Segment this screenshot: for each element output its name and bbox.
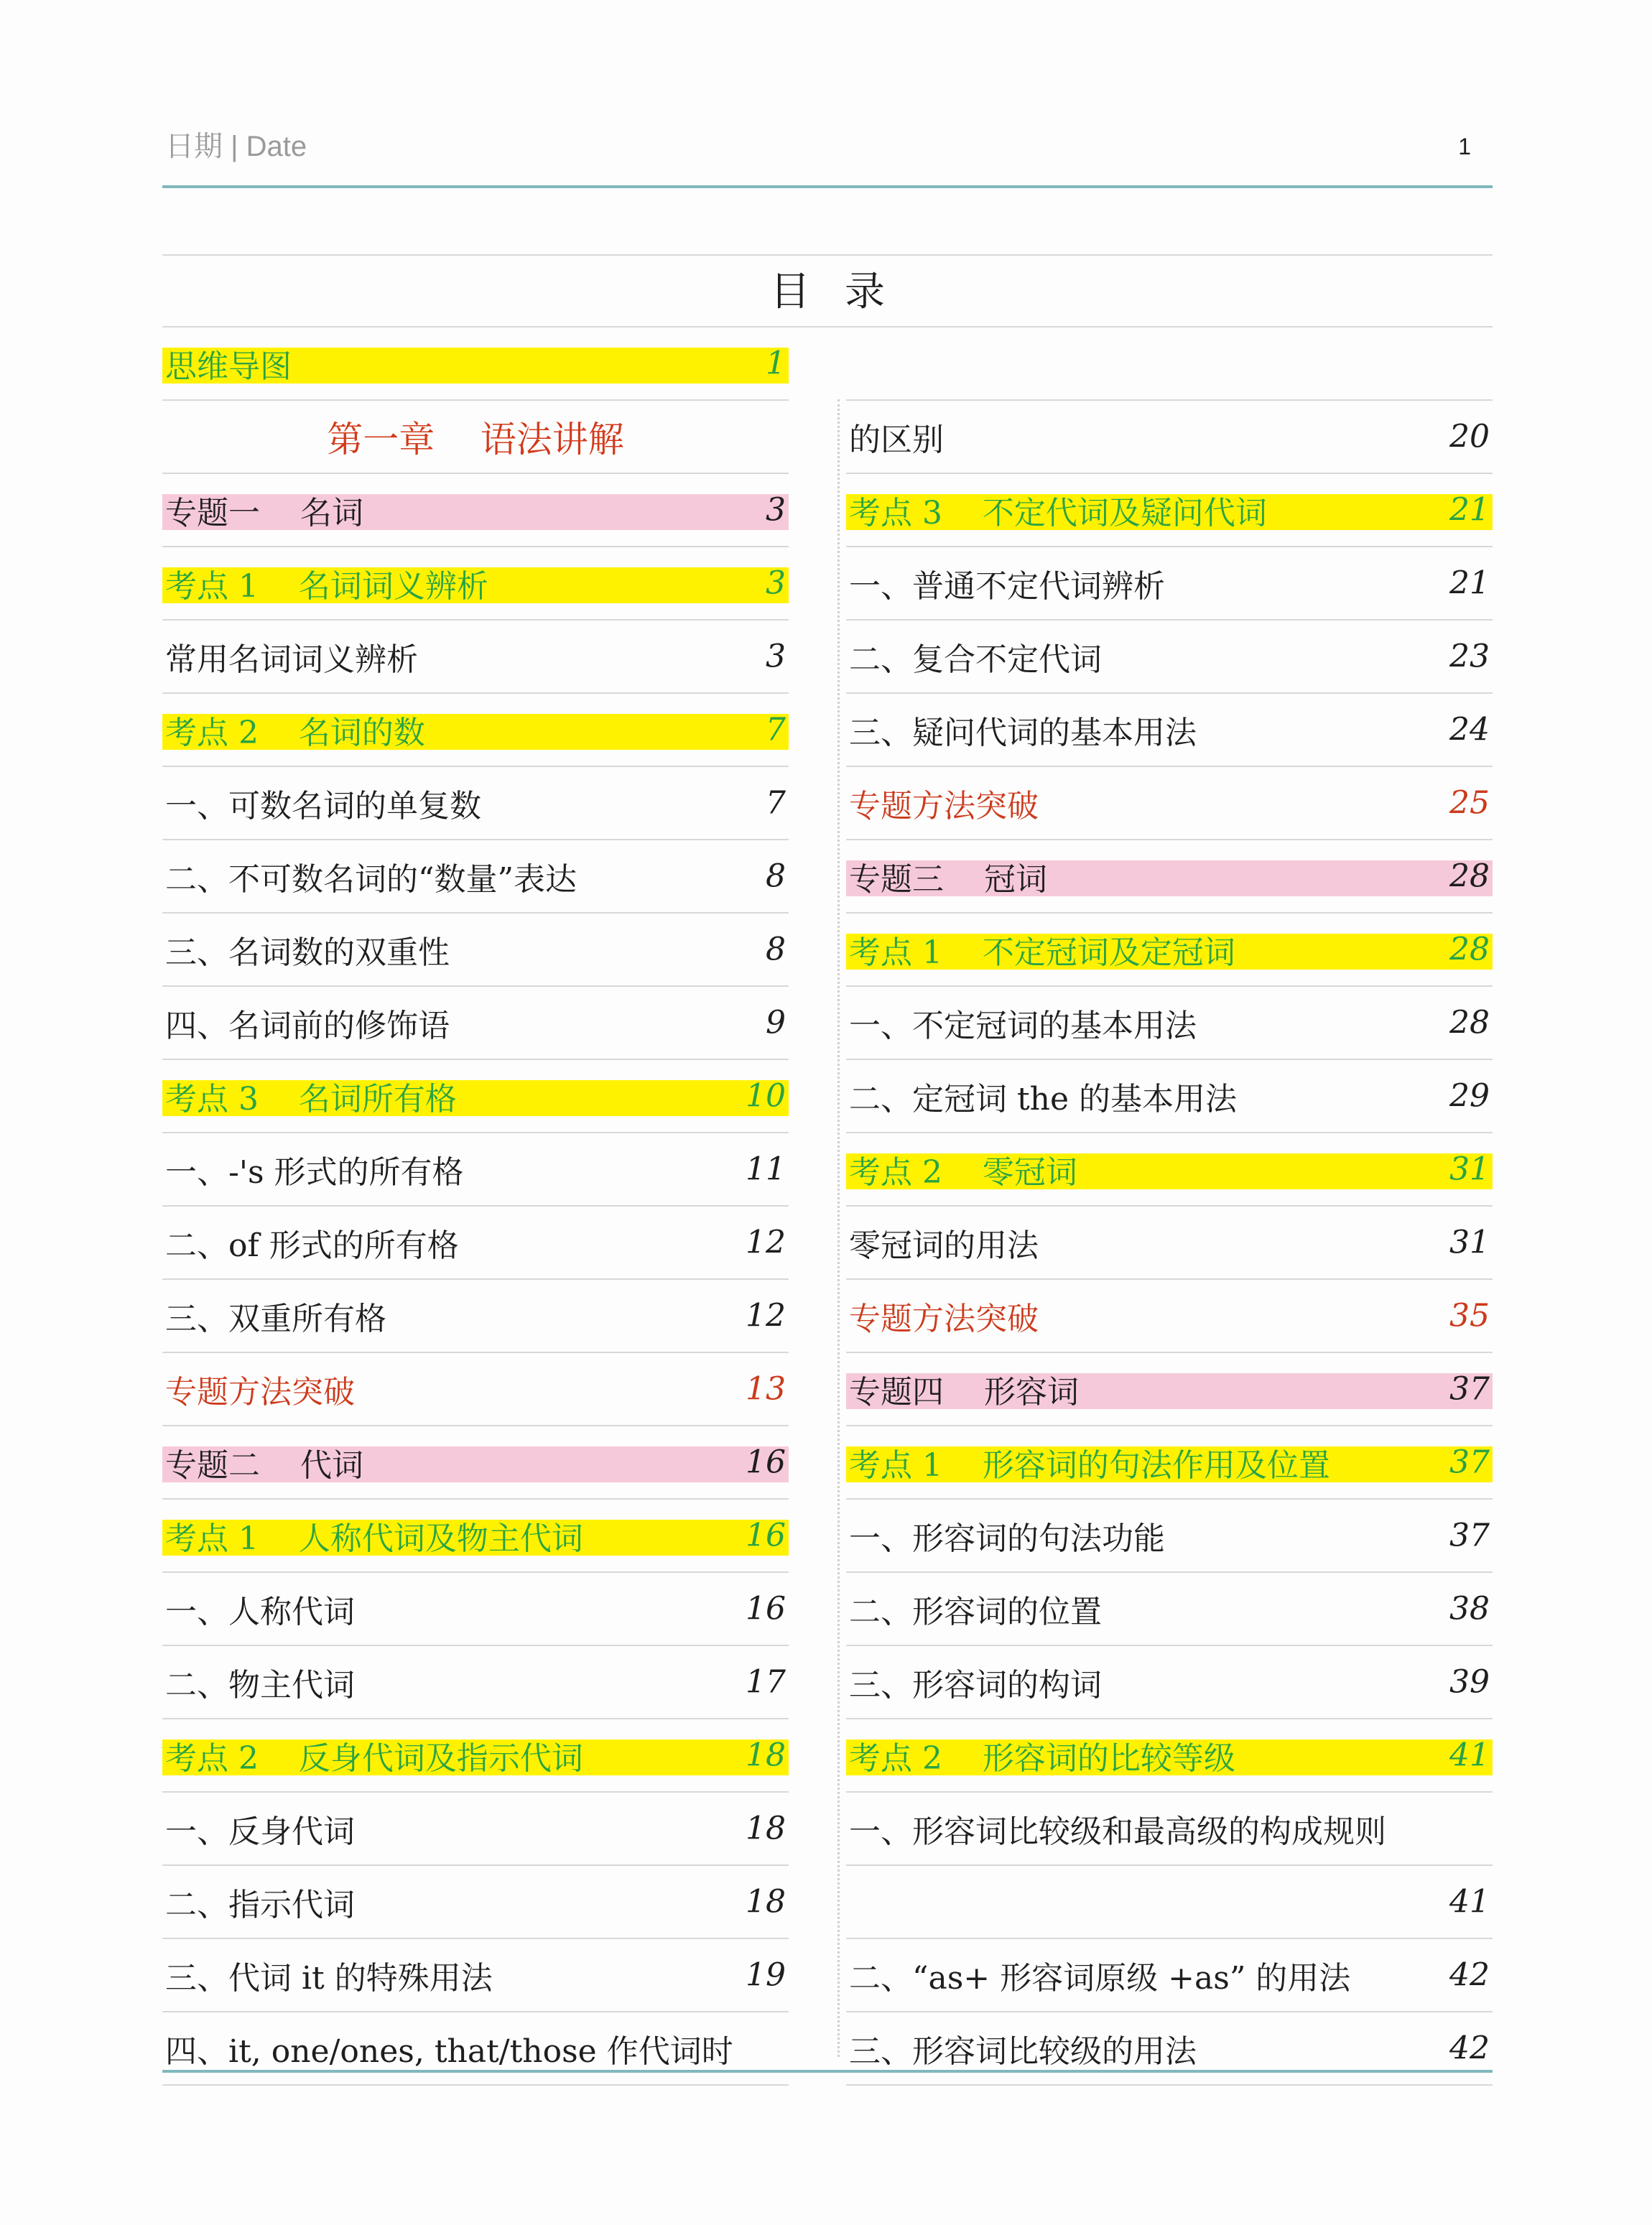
toc-entry-label: 三、形容词比较级的用法 [849,2033,1197,2070]
toc-entry[interactable] [162,328,789,401]
toc-entry-label: 三、代词 it 的特殊用法 [165,1960,493,1997]
toc-entry-page: 28 [1449,858,1490,895]
toc-entry[interactable] [846,621,1493,694]
toc-entry-label: 专题四 形容词 [849,1374,1079,1411]
toc-entry[interactable] [162,1793,789,1866]
toc-entry-label: 二、定冠词 the 的基本用法 [849,1081,1238,1118]
toc-entry[interactable] [846,987,1493,1060]
toc-entry-label: 三、名词数的双重性 [165,934,450,971]
toc-entry[interactable] [162,1353,789,1426]
toc-entry-page: 41 [1449,1737,1490,1774]
toc-entry-label: 二、物主代词 [165,1667,355,1704]
toc-entry[interactable] [846,474,1493,547]
toc-entry-page: 21 [1449,565,1490,602]
toc-entry-page: 7 [766,711,786,748]
toc-entry-page: 12 [746,1297,786,1334]
toc-entry-label: 三、疑问代词的基本用法 [849,715,1197,751]
toc-entry-page: 35 [1449,1297,1490,1334]
toc-entry-page: 8 [766,931,786,968]
toc-entry[interactable] [846,767,1493,840]
toc-entry-label: 专题三 冠词 [849,861,1047,898]
toc-entry-label: 考点 1 形容词的句法作用及位置 [849,1447,1330,1484]
toc-entry[interactable] [846,2012,1493,2086]
toc-entry[interactable] [162,1280,789,1353]
toc-entry-label: 考点 1 不定冠词及定冠词 [849,934,1235,971]
toc-entry-label: 专题方法突破 [849,788,1039,824]
toc-entry-page: 3 [766,565,786,602]
toc-entry[interactable] [162,987,789,1060]
toc-entry-label: 一、形容词的句法功能 [849,1520,1165,1557]
toc-entry-page: 23 [1449,638,1490,675]
toc-entry-page: 21 [1449,491,1490,529]
toc-entry-page: 37 [1449,1444,1490,1481]
toc-entry-page: 25 [1449,784,1490,822]
toc-entry-label: 一、反身代词 [165,1813,355,1850]
toc-entry-label: 考点 1 名词词义辨析 [165,568,488,605]
toc-entry[interactable] [846,1500,1493,1573]
toc-entry[interactable] [162,1133,789,1207]
toc-entry[interactable] [162,1500,789,1573]
toc-entry-page: 3 [766,491,786,529]
toc-entry-label: 一、形容词比较级和最高级的构成规则 [849,1813,1386,1850]
toc-entry-page: 31 [1449,1224,1490,1261]
toc-entry-page: 38 [1449,1590,1490,1627]
toc-entry-page: 42 [1449,1956,1490,1994]
toc-entry-label: 二、of 形式的所有格 [165,1227,459,1264]
toc-entry-label: 考点 3 不定代词及疑问代词 [849,495,1267,531]
toc-entry-label: 一、普通不定代词辨析 [849,568,1165,605]
toc-entry[interactable] [846,1719,1493,1793]
toc-entry[interactable] [162,1426,789,1500]
toc-entry-page: 24 [1449,711,1490,748]
toc-left-column [162,328,789,2086]
toc-entry[interactable] [846,1133,1493,1207]
toc-entry-page: 11 [746,1151,786,1188]
toc-entry[interactable] [846,914,1493,987]
toc-entry-label: 专题方法突破 [849,1301,1039,1337]
toc-entry-label: 考点 1 人称代词及物主代词 [165,1520,583,1557]
toc-entry-label: 二、指示代词 [165,1887,355,1923]
toc-entry-label: 考点 3 名词所有格 [165,1081,457,1118]
toc-entry[interactable] [162,1866,789,1939]
toc-entry[interactable] [846,1646,1493,1719]
toc-entry-page: 10 [746,1077,786,1115]
toc-entry-page: 18 [746,1810,786,1847]
toc-entry-label: 的区别 [849,422,944,458]
toc-entry[interactable] [162,1060,789,1133]
toc-entry-label: 三、形容词的构词 [849,1667,1102,1704]
toc-entry-page: 19 [746,1956,786,1994]
toc-entry-page: 1 [766,345,786,382]
toc-entry-label: 二、不可数名词的“数量”表达 [165,861,577,898]
toc-entry-page: 37 [1449,1370,1490,1408]
toc-entry-page: 28 [1449,931,1490,968]
date-label: 日期 | Date [165,131,307,162]
toc-entry-label: 考点 2 反身代词及指示代词 [165,1740,583,1777]
toc-entry[interactable] [846,1426,1493,1500]
toc-entry-page: 41 [1449,1883,1490,1920]
bottom-rule [162,2070,1493,2073]
toc-entry-page: 28 [1449,1004,1490,1041]
toc-entry-page: 12 [746,1224,786,1261]
toc-entry-label: 一、-'s 形式的所有格 [165,1154,464,1191]
toc-entry-label: 一、不定冠词的基本用法 [849,1008,1197,1044]
column-divider [837,399,840,2057]
toc-entry[interactable] [162,840,789,914]
toc-entry[interactable] [846,1573,1493,1646]
toc-entry-page: 3 [766,638,786,675]
toc-entry-label: 考点 2 零冠词 [849,1154,1077,1191]
toc-entry[interactable] [162,767,789,840]
toc-entry-label: 常用名词词义辨析 [165,641,418,678]
toc-entry-page: 9 [766,1004,786,1041]
toc-entry[interactable] [162,401,789,474]
toc-entry-page: 39 [1449,1663,1490,1701]
toc-entry[interactable] [162,621,789,694]
toc-entry[interactable] [846,1280,1493,1353]
toc-entry-label: 专题一 名词 [165,495,363,531]
toc-entry[interactable] [846,1207,1493,1280]
toc-entry[interactable] [162,1719,789,1793]
toc-entry-label: 一、人称代词 [165,1594,355,1630]
toc-entry-label: 考点 2 名词的数 [165,715,425,751]
toc-entry-page: 18 [746,1883,786,1920]
toc-entry-label: 三、双重所有格 [165,1301,386,1337]
toc-entry-page: 37 [1449,1517,1490,1554]
toc-entry-page: 7 [766,784,786,822]
toc-entry-page: 13 [746,1370,786,1408]
toc-right-column [846,328,1493,2086]
toc-entry[interactable] [846,1353,1493,1426]
toc-entry[interactable] [846,547,1493,621]
toc-entry-label: 二、复合不定代词 [849,641,1102,678]
toc-entry[interactable] [162,1646,789,1719]
toc-entry[interactable] [162,547,789,621]
toc-entry-label: 四、it, one/ones, that/those 作代词时 [165,2033,733,2070]
toc-entry[interactable] [846,1866,1493,1939]
toc-entry-label: 二、“as+ 形容词原级 +as” 的用法 [849,1960,1351,1997]
toc-entry[interactable] [846,328,1493,401]
toc-entry-page: 8 [766,858,786,895]
toc-entry[interactable] [162,1207,789,1280]
toc-entry[interactable] [162,474,789,547]
page-header [162,121,1493,188]
toc-entry-page: 20 [1449,418,1490,455]
toc-entry[interactable] [846,840,1493,914]
toc-title: 目录 [162,254,1493,328]
toc-entry-label: 思维导图 [165,348,292,385]
toc-entry-page: 31 [1449,1151,1490,1188]
toc-entry-label: 专题二 代词 [165,1447,363,1484]
toc-entry[interactable] [162,1939,789,2012]
toc-entry[interactable] [162,1573,789,1646]
toc-entry-label: 四、名词前的修饰语 [165,1008,450,1044]
toc-entry-label: 二、形容词的位置 [849,1594,1102,1630]
toc-entry[interactable] [846,1060,1493,1133]
page-number: 1 [1458,134,1471,159]
toc-entry-label: 专题方法突破 [165,1374,355,1411]
toc-entry[interactable] [846,1939,1493,2012]
toc-entry-page: 16 [746,1590,786,1627]
toc-entry-label: 一、可数名词的单复数 [165,788,481,824]
toc-entry[interactable] [846,401,1493,474]
toc-entry[interactable] [846,694,1493,767]
toc-entry[interactable] [162,694,789,767]
toc-entry-label: 考点 2 形容词的比较等级 [849,1740,1235,1777]
toc-entry[interactable] [162,914,789,987]
toc-entry-page: 29 [1449,1077,1490,1115]
toc-entry-label: 第一章 语法讲解 [327,419,624,460]
toc-entry-page: 18 [746,1737,786,1774]
toc-entry[interactable] [162,2012,789,2086]
toc-entry-page: 16 [746,1444,786,1481]
toc-entry-page: 42 [1449,2030,1490,2067]
toc-entry-page: 17 [746,1663,786,1701]
toc-entry-page: 16 [746,1517,786,1554]
toc-entry[interactable] [846,1793,1493,1866]
toc-entry-label: 零冠词的用法 [849,1227,1039,1264]
